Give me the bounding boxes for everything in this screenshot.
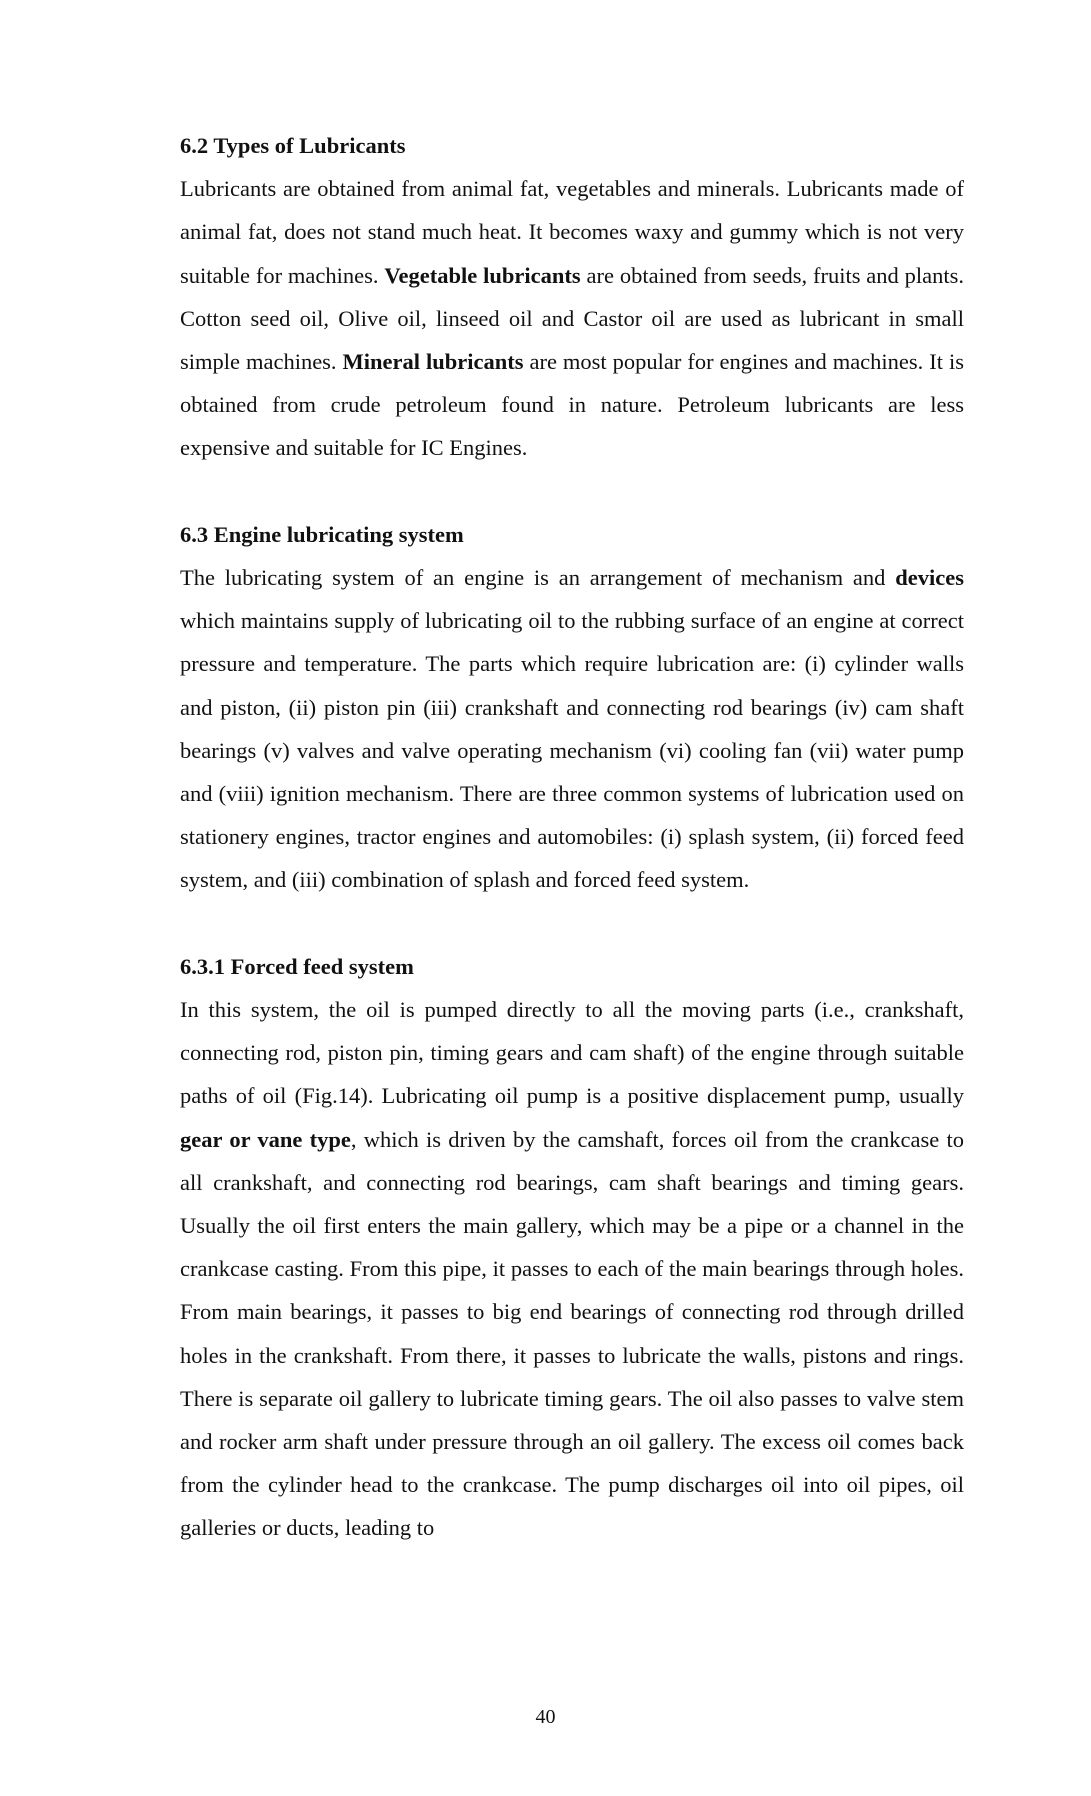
bold-term: gear or vane type xyxy=(180,1126,351,1152)
bold-term: devices xyxy=(895,565,964,591)
section-heading-engine-lubricating-system: 6.3 Engine lubricating system xyxy=(180,521,464,547)
text-run: are obtained from seeds, fruits and plants. Cotton seed oil, Olive oil, linseed oil and Castor oil are used as lubricant in small simple machines. xyxy=(180,262,965,375)
section-paragraph xyxy=(180,988,964,1550)
section-heading-forced-feed-system: 6.3.1 Forced feed system xyxy=(180,953,414,979)
text-run: In this system, the oil is pumped directly to all the moving parts (i.e., crankshaft, connecting rod, piston pin, timing gears and cam shaft) of the engine through suitable paths of oil (Fig.14). Lubricating oil pump is a positive displacement pump, usually xyxy=(180,997,964,1109)
text-run: which maintains supply of lubricating oil to the rubbing surface of an engine at correct pressure and temperature. The parts which require lubrication are: (i) cylinder walls and piston, (ii) piston pin (iii) crankshaft and connecting rod bearings (iv) cam shaft bearings (v) valves and valve operating mechanism (vi) cooling fan (vii) water pump and (viii) ignition mechanism. There are three common systems of lubrication used on stationery engines, tractor engines and automobiles: (i) splash system, (ii) forced feed system, and (iii) combination of splash and forced feed system. xyxy=(180,608,964,893)
text-run: The lubricating system of an engine is an arrangement of mechanism and xyxy=(180,565,896,591)
section-heading-types-of-lubricants: 6.2 Types of Lubricants xyxy=(180,133,406,158)
section-spacer xyxy=(180,470,964,513)
bold-term: Vegetable lubricants xyxy=(384,262,581,288)
page-number: 40 xyxy=(535,1706,556,1728)
section-spacer xyxy=(180,902,964,945)
bold-term: Mineral lubricants xyxy=(342,349,524,375)
text-run: , which is driven by the camshaft, forces oil from the crankcase to all crankshaft, and connecting rod bearings, cam shaft bearings and timing gears. Usually the oil first enters the main gallery, which may be a pipe or a channel in the crankcase casting. From this pipe, it passes to each of the main bearings through holes. From main bearings, it passes to big end bearings of connecting rod through drilled holes in the crankshaft. From there, it passes to lubricate the walls, pistons and rings. There is separate oil gallery to lubricate timing gears. The oil also passes to valve stem and rocker arm shaft under pressure through an oil gallery. The excess oil comes back from the cylinder head to the crankcase. The pump discharges oil into oil pipes, oil galleries or ducts, leading to xyxy=(180,1126,964,1541)
section-paragraph xyxy=(180,167,964,469)
text-run: Lubricants are obtained from animal fat, vegetables and minerals. Lubricants made of animal fat, does not stand much heat. It becomes waxy and gummy which is not very suitable for machines. xyxy=(180,176,964,288)
section-paragraph xyxy=(180,556,964,902)
text-run: are most popular for engines and machines. It is obtained from crude petroleum found in nature. Petroleum lubricants are less expensive and suitable for IC Engines. xyxy=(180,349,964,461)
document-page xyxy=(180,124,964,1550)
